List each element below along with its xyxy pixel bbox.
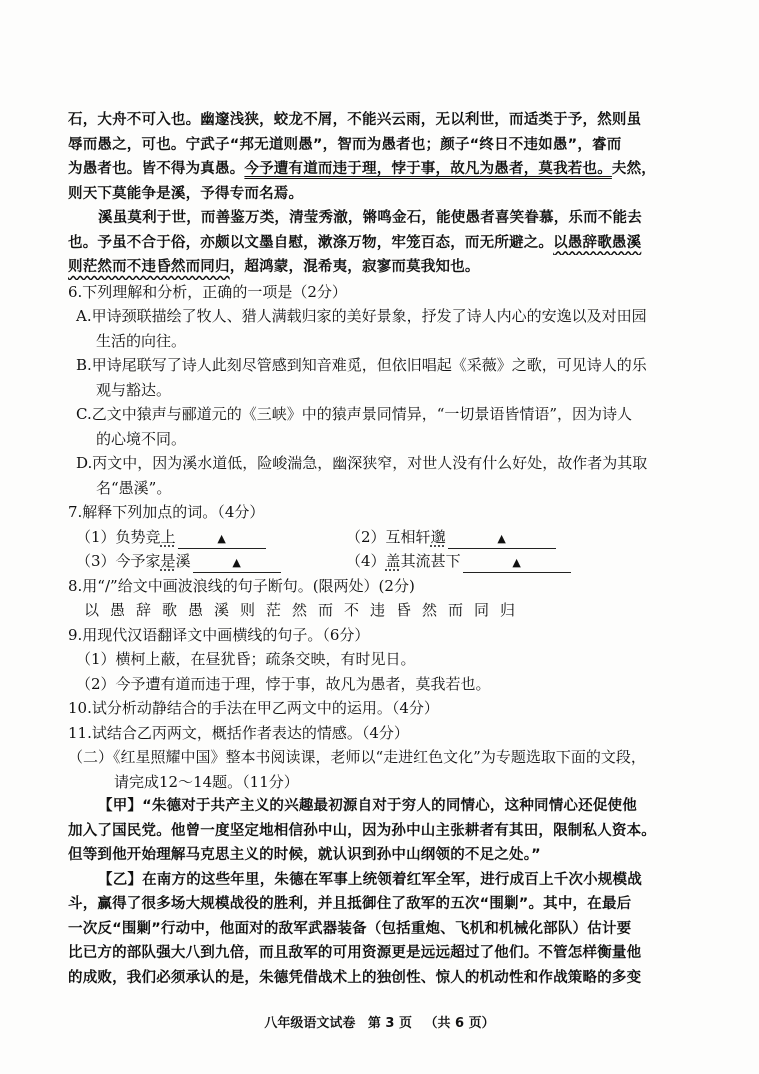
item-text: 今予家 [115, 552, 161, 570]
question-stem: 6.下列理解和分析，正确的一项是（2分） [68, 282, 347, 301]
exam-name: 八年级语文试卷 [264, 1016, 356, 1031]
item-number: （4） [346, 552, 386, 570]
question-11: 11.试结合乙丙两文，概括作者表达的情感。（4分） [68, 723, 409, 742]
question-9 [68, 623, 692, 697]
question-stem: 9.用现代汉语翻译文中画横线的句子。（6分） [68, 625, 370, 644]
page-total: （共 6 页） [424, 1016, 495, 1031]
answer-blank[interactable] [463, 552, 571, 573]
word-row [68, 525, 692, 550]
text-line: 的成败，我们必须承认的是，朱德凭借战术上的独创性、惊人的机动性和作战策略的多变 [68, 969, 642, 986]
wavy-underlined-sentence: 则茫然而不违昏然而同归 [68, 259, 230, 275]
word-row [68, 549, 692, 574]
text-line: 【甲】“朱德对于共产主义的兴趣最初源自对于穷人的同情心，这种同情心还促使他 [98, 798, 637, 814]
passage-yi [68, 868, 692, 991]
item-number: （3） [76, 552, 116, 570]
underlined-sentence: 今予遭有道而违于理，悖于事，故凡为愚者，莫我若也。 [244, 161, 612, 177]
option-b-cont: 观与豁达。 [96, 380, 172, 399]
sentence-to-punctuate: 以愚辞歌愚溪则茫然而不违昏然而同归 [84, 601, 527, 619]
text-line: 但等到他开始理解马克思主义的时候，就认识到孙中山纲领的不足之处。” [68, 847, 541, 863]
triangle-icon: ▲ [497, 531, 506, 545]
text-line: 【乙】在南方的这些年里，朱德在军事上统领着红军全军，进行成百上千次小规模战 [98, 871, 642, 888]
option-d-cont: 名“愚溪”。 [96, 478, 172, 497]
dotted-word: 是 [160, 552, 176, 570]
wavy-underlined-sentence: 以愚辞歌愚溪 [553, 234, 642, 251]
page-footer [0, 1012, 759, 1031]
text-line [68, 231, 692, 256]
page-content [68, 108, 692, 990]
answer-blank[interactable] [193, 552, 281, 573]
section-2-header [68, 745, 692, 794]
section-title-cont: 请完成12～14题。（11分） [114, 772, 299, 791]
question-10: 10.试分析动静结合的手法在甲乙两文中的运用。（4分） [68, 699, 439, 717]
option-b: B.甲诗尾联写了诗人此刻尽管感到知音难觅，但依旧唱起《采薇》之歌，可见诗人的乐 [76, 356, 647, 374]
text-line: 比已方的部队强大八到九倍，而且敌军的可用资源更是远远超过了他们。不管怎样衡量他 [68, 945, 642, 961]
dotted-word: 邈 [430, 527, 446, 546]
item-text: 负势竞 [115, 527, 161, 546]
dotted-word: 盖 [385, 552, 401, 570]
dotted-word: 上 [160, 527, 176, 546]
triangle-icon: ▲ [217, 531, 226, 545]
option-d: D.丙文中，因为溪水道低，险峻湍急，幽深狭窄，对世人没有什么好处，故作者为其取 [76, 454, 648, 472]
text-line: 溪虽莫利于世，而善鉴万类，清莹秀澈，锵鸣金石，能使愚者喜笑眷慕，乐而不能去 [98, 210, 642, 226]
question-6 [68, 280, 692, 501]
word-item-4 [346, 549, 676, 574]
sub-item-1: （1）横柯上蔽，在昼犹昏；疏条交映，有时见日。 [76, 650, 416, 668]
question-7 [68, 500, 692, 574]
sub-item-2: （2）今予遭有道而违于理，悖于事，故凡为愚者，莫我若也。 [76, 674, 491, 693]
question-8 [68, 574, 692, 623]
section-title: （二）《红星照耀中国》整本书阅读课，老师以“走进红色文化”为专题选取下面的文段， [68, 748, 646, 766]
triangle-icon: ▲ [232, 556, 241, 569]
item-text: 其流甚下 [400, 552, 461, 570]
answer-blank[interactable] [448, 528, 556, 549]
word-item-2 [346, 525, 676, 550]
text-segment: 夫然， [611, 161, 657, 177]
text-line [68, 255, 692, 280]
word-item-1 [68, 525, 346, 550]
page-number: 第 3 页 [367, 1016, 412, 1031]
option-c-cont: 的心境不同。 [96, 429, 187, 448]
answer-blank[interactable] [178, 528, 266, 549]
text-line: 辱而愚之，可也。宁武子“邦无道则愚”，智而为愚者也；颜子“终日不违如愚”，睿而 [68, 136, 622, 153]
text-segment: 为愚者也。皆不得为真愚。 [68, 161, 245, 177]
text-segment: 也。予虽不合于俗，亦颇以文墨自慰，漱涤万物，牢笼百态，而无所避之。 [68, 234, 554, 251]
item-text: 互相轩 [385, 527, 431, 546]
text-line: 石，大舟不可入也。幽邃浅狭，蛟龙不屑，不能兴云雨，无以利世，而适类于予，然则虽 [68, 112, 642, 128]
text-line: 则天下莫能争是溪，予得专而名焉。 [68, 185, 304, 202]
question-stem: 8.用“/”给文中画波浪线的句子断句。(限两处）(2分) [68, 576, 415, 595]
passage-bing [68, 108, 692, 280]
text-line: 斗，赢得了很多场大规模战役的胜利，并且抵御住了敌军的五次“围剿”。其中，在最后 [68, 896, 632, 912]
item-text: 溪 [175, 552, 191, 570]
item-number: （1） [76, 527, 116, 546]
question-stem: 7.解释下列加点的词。（4分） [68, 503, 265, 521]
text-segment: ，超鸿蒙，混希夷，寂寥而莫我知也。 [229, 259, 480, 275]
item-number: （2） [346, 527, 386, 546]
text-line [68, 157, 692, 182]
text-line: 加入了国民党。他曾一度坚定地相信孙中山，因为孙中山主张耕者有其田，限制私人资本。 [68, 822, 656, 839]
option-c: C.乙文中猿声与郦道元的《三峡》中的猿声景同情异，“一切景语皆情语”，因为诗人 [76, 405, 633, 423]
triangle-icon: ▲ [512, 556, 521, 569]
option-a: A.甲诗颈联描绘了牧人、猎人满载归家的美好景象，抒发了诗人内心的安逸以及对田园 [76, 307, 647, 325]
option-a-cont: 生活的向往。 [96, 331, 187, 350]
text-line: 一次反“围剿”行动中，他面对的敌军武器装备（包括重炮、飞机和机械化部队）估计要 [68, 920, 632, 937]
passage-jia [68, 794, 692, 868]
word-item-3 [68, 549, 346, 574]
